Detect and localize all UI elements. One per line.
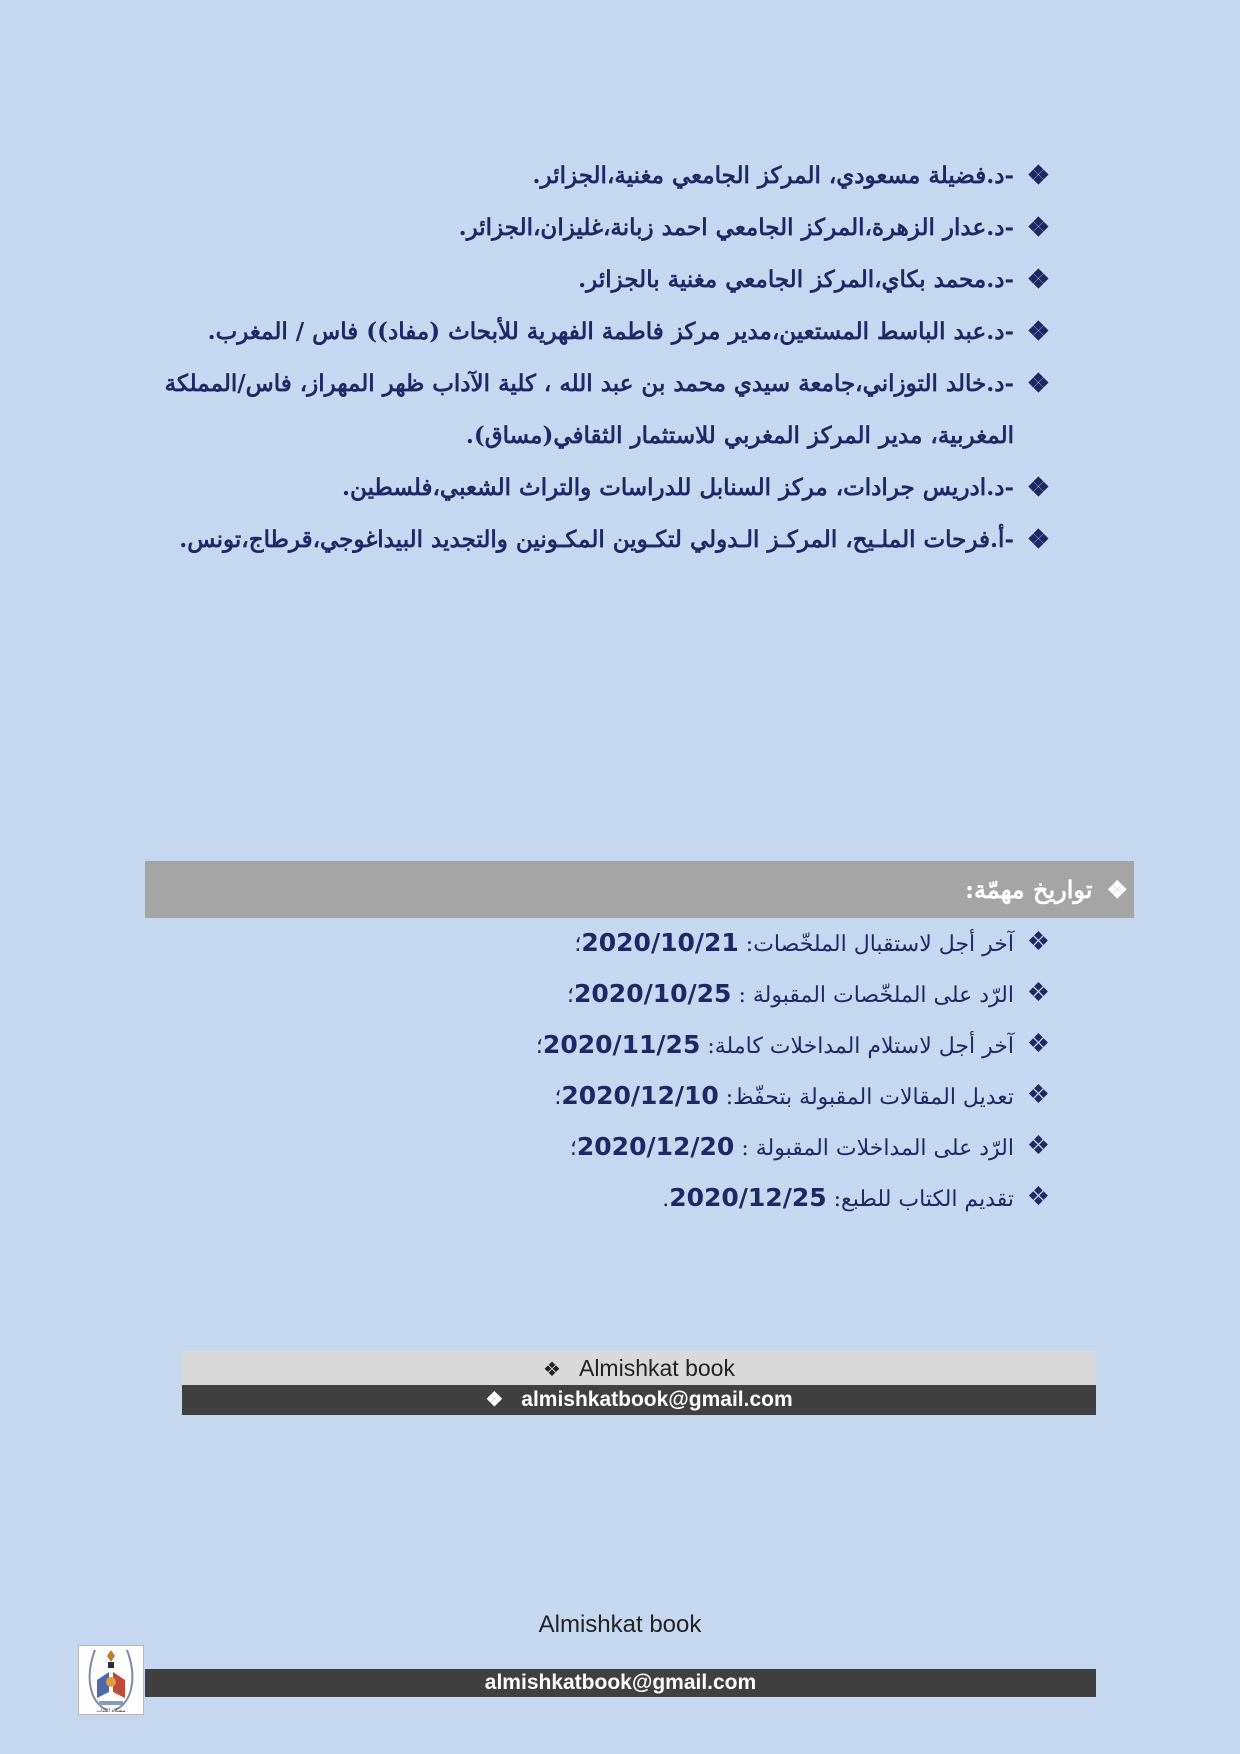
date-value: 2020/12/10 [561, 1081, 719, 1110]
member-item [130, 150, 1050, 202]
diamond-bullet-icon: ❖ [1026, 1182, 1050, 1212]
date-value: 2020/10/25 [574, 979, 732, 1008]
date-value: 2020/12/25 [669, 1183, 827, 1212]
date-item [350, 1071, 1050, 1122]
diamond-bullet-icon: ❖ [1106, 875, 1128, 904]
member-item [130, 514, 1050, 566]
contact-name-box [182, 1351, 1096, 1385]
diamond-bullet-icon: ❖ [1026, 473, 1050, 503]
diamond-bullet-icon: ❖ [1026, 525, 1050, 555]
member-text: -د.ادريس جرادات، مركز السنابل للدراسات والتراث الشعبي،فلسطين. [342, 474, 1014, 501]
member-text: -د.خالد التوزاني،جامعة سيدي محمد بن عبد الله ، كلية الآداب ظهر المهراز، فاس/المملكة المغربية، مدير المركز المغربي للاستثمار الثقافي(مساق). [164, 370, 1014, 449]
date-end: ؛ [567, 983, 575, 1008]
important-dates-title: تواريخ مهمّة: [965, 875, 1093, 904]
date-value: 2020/10/21 [581, 928, 739, 957]
date-item [350, 1020, 1050, 1071]
logo-emblem-icon [79, 1646, 143, 1714]
date-end: ؛ [535, 1034, 543, 1059]
diamond-bullet-icon: ❖ [543, 1359, 561, 1381]
diamond-bullet-icon: ❖ [1026, 317, 1050, 347]
date-end: . [662, 1187, 670, 1212]
contact-name: Almishkat book [578, 1355, 735, 1381]
contact-email-box [182, 1385, 1096, 1415]
diamond-bullet-icon: ❖ [1026, 1131, 1050, 1161]
footer-name: Almishkat book [538, 1611, 702, 1638]
date-label: الرّد على المداخلات المقبولة : [741, 1136, 1014, 1161]
member-item [130, 254, 1050, 306]
svg-text:مشكاة الكتاب: مشكاة الكتاب [96, 1708, 126, 1714]
important-dates-header [145, 861, 1134, 918]
diamond-bullet-icon: ❖ [1026, 978, 1050, 1008]
date-item [350, 1173, 1050, 1224]
diamond-bullet-icon: ❖ [1026, 265, 1050, 295]
member-text: -د.عدار الزهرة،المركز الجامعي احمد زبانة،غليزان،الجزائر. [458, 214, 1014, 241]
date-end: ؛ [554, 1085, 562, 1110]
member-text: -د.عبد الباسط المستعين،مدير مركز فاطمة الفهرية للأبحاث (مفاد)) فاس / المغرب. [207, 318, 1014, 345]
footer-email-bar [145, 1669, 1096, 1697]
diamond-bullet-icon: ❖ [1026, 369, 1050, 399]
date-item [350, 1122, 1050, 1173]
almishkat-logo [78, 1645, 144, 1715]
footer-email-link[interactable]: almishkatbook@gmail.com [484, 1671, 757, 1694]
date-label: آخر أجل لاستلام المداخلات كاملة: [707, 1034, 1014, 1059]
member-text: -أ.فرحات الملـيح، المركـز الـدولي لتكـوين المكـونين والتجديد البيداغوجي،قرطاج،تونس. [179, 526, 1014, 553]
member-item [130, 358, 1050, 462]
date-end: ؛ [569, 1136, 577, 1161]
date-label: الرّد على الملخّصات المقبولة : [738, 983, 1014, 1008]
diamond-bullet-icon: ❖ [1026, 213, 1050, 243]
date-item [350, 969, 1050, 1020]
date-label: آخر أجل لاستقبال الملخّصات: [745, 932, 1014, 957]
date-label: تقديم الكتاب للطبع: [833, 1187, 1014, 1212]
diamond-bullet-icon: ❖ [1026, 927, 1050, 957]
member-item [130, 202, 1050, 254]
date-label: تعديل المقالات المقبولة بتحفّظ: [725, 1085, 1014, 1110]
date-end: ؛ [574, 932, 582, 957]
diamond-bullet-icon: ❖ [1026, 161, 1050, 191]
member-item [130, 306, 1050, 358]
member-text: -د.فضيلة مسعودي، المركز الجامعي مغنية،الجزائر. [532, 162, 1014, 189]
committee-members-list [130, 150, 1050, 566]
diamond-bullet-icon: ❖ [1026, 1029, 1050, 1059]
date-value: 2020/12/20 [576, 1132, 735, 1161]
member-text: -د.محمد بكاي،المركز الجامعي مغنية بالجزائر. [578, 266, 1014, 293]
diamond-bullet-icon: ❖ [1026, 1080, 1050, 1110]
diamond-bullet-icon: ❖ [485, 1389, 504, 1411]
date-value: 2020/11/25 [542, 1030, 701, 1059]
important-dates-list [350, 918, 1050, 1224]
contact-email-link[interactable]: almishkatbook@gmail.com [521, 1388, 793, 1411]
date-item [350, 918, 1050, 969]
member-item [130, 462, 1050, 514]
